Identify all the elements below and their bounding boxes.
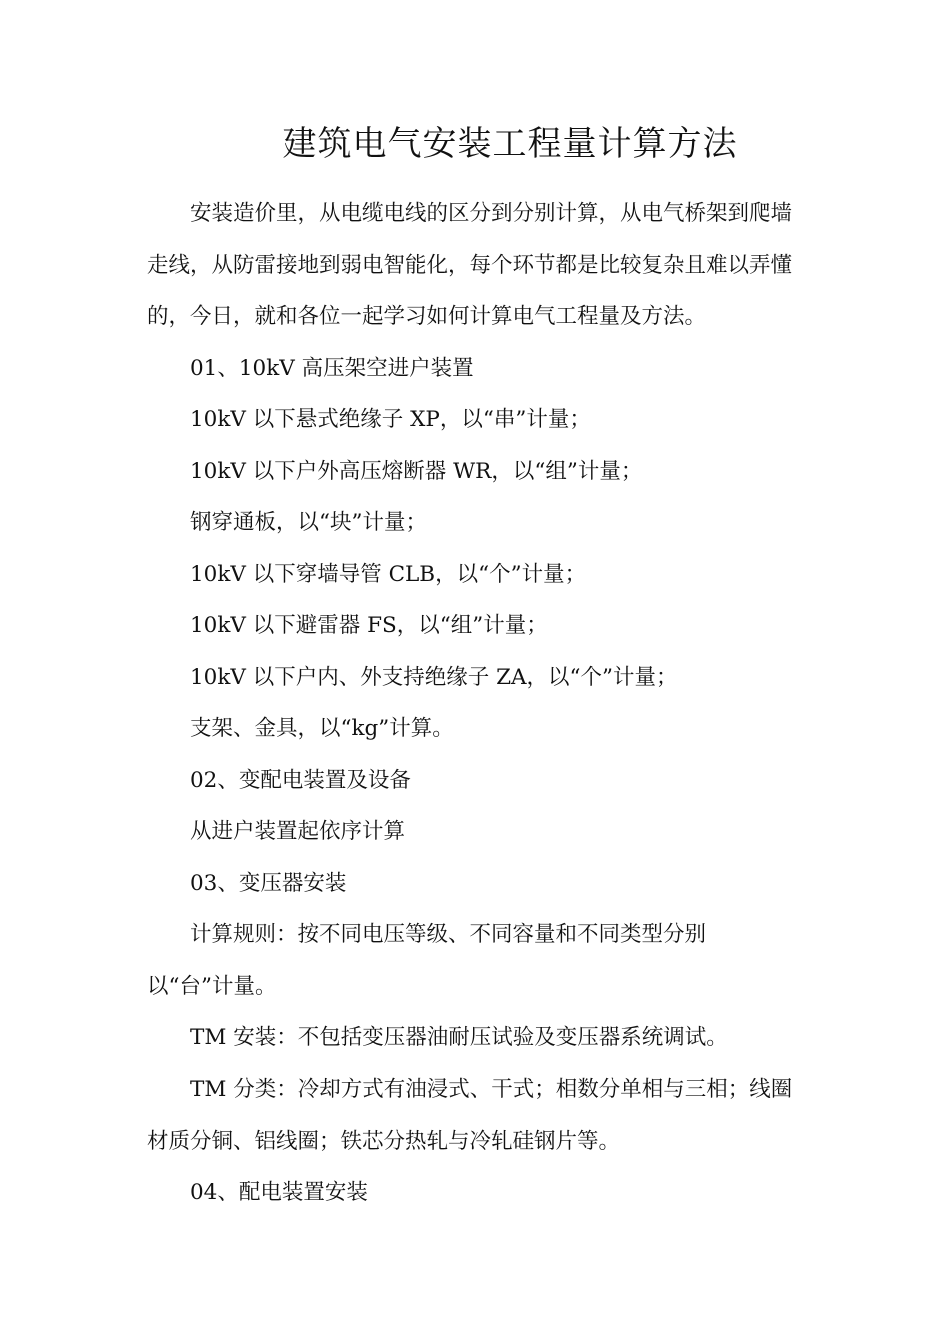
sec03-rule-line2: 以“台”计量。 [147, 974, 277, 999]
sec01-item-xp: 10kV 以下悬式绝缘子 XP，以“串”计量； [190, 407, 591, 432]
sec02-text: 从进户装置起依序计算 [190, 819, 406, 844]
sec01-item-plate: 钢穿通板，以“块”计量； [190, 510, 427, 535]
sec03-tm-install: TM 安装：不包括变压器油耐压试验及变压器系统调试。 [190, 1025, 728, 1050]
sec01-item-clb: 10kV 以下穿墙导管 CLB，以“个”计量； [190, 562, 587, 587]
sec01-item-wr: 10kV 以下户外高压熔断器 WR，以“组”计量； [190, 459, 643, 484]
section-04-heading: 04、配电装置安装 [190, 1180, 368, 1205]
sec03-tm-class: TM 分类：冷却方式有油浸式、干式；相数分单相与三相；线圈材质分铜、铝线圈；铁芯分热轧与冷轧硅钢片等。 [147, 1077, 793, 1154]
sec01-item-bracket: 支架、金具，以“kg”计算。 [190, 716, 454, 741]
section-03-heading: 03、变压器安装 [190, 871, 347, 896]
sec03-rule-line1: 计算规则：按不同电压等级、不同容量和不同类型分别 [190, 922, 707, 947]
section-01-heading: 01、10kV 高压架空进户装置 [190, 356, 474, 381]
sec01-item-za: 10kV 以下户内、外支持绝缘子 ZA，以“个”计量； [190, 665, 678, 690]
intro-paragraph: 安装造价里，从电缆电线的区分到分别计算，从电气桥架到爬墙走线，从防雷接地到弱电智能化，每个环节都是比较复杂且难以弄懂的，今日，就和各位一起学习如何计算电气工程量及方法。 [147, 201, 793, 329]
section-02-heading: 02、变配电装置及设备 [190, 768, 411, 793]
sec01-item-fs: 10kV 以下避雷器 FS，以“组”计量； [190, 613, 548, 638]
document-title: 建筑电气安装工程量计算方法 [282, 124, 738, 164]
